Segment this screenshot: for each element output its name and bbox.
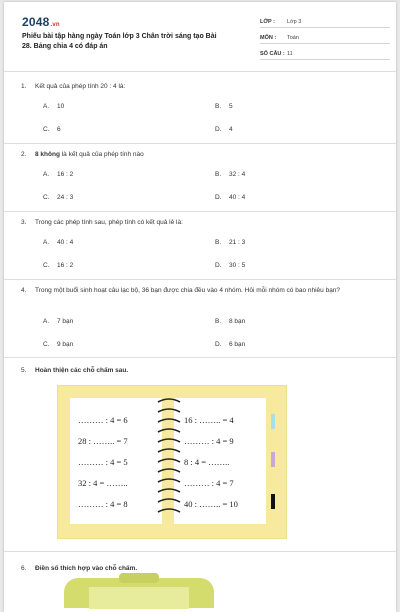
option-value: 16 : 2 (57, 171, 74, 178)
option-letter: B. (215, 318, 222, 325)
divider (4, 551, 396, 552)
question-5 (21, 366, 383, 376)
divider (4, 143, 396, 144)
option-value: 6 (57, 126, 61, 133)
exercise-item[interactable]: 40 : …….. = 10 (184, 499, 238, 509)
notebook-illustration (57, 385, 287, 539)
option-a[interactable] (43, 239, 73, 246)
question-text: Kết quả của phép tính 20 : 4 là: (35, 83, 126, 90)
meta-label: LỚP : (260, 18, 275, 25)
logo-suffix: .vn (50, 22, 60, 28)
option-letter: C. (43, 194, 50, 201)
option-letter: C. (43, 341, 50, 348)
spiral-binding-icon (154, 394, 184, 526)
divider (4, 279, 396, 280)
option-letter: D. (215, 341, 222, 348)
exercise-item[interactable]: ……… : 4 = 9 (184, 436, 234, 446)
question-number: 2. (21, 151, 27, 158)
option-value: 24 : 3 (57, 194, 74, 201)
meta-value: Lớp 3 (287, 18, 302, 25)
option-letter: A. (43, 239, 50, 246)
option-value: 6 bạn (229, 341, 246, 348)
question-1 (21, 82, 383, 140)
clipboard-clip (119, 573, 159, 583)
option-value: 4 (229, 126, 233, 133)
site-logo[interactable] (22, 15, 60, 29)
exercise-item[interactable]: 32 : 4 = …….. (78, 478, 128, 488)
option-letter: A. (43, 171, 50, 178)
option-value: 8 bạn (229, 318, 246, 325)
logo-text: 2048 (22, 15, 50, 29)
option-value: 16 : 2 (57, 262, 74, 269)
option-value: 32 : 4 (229, 171, 246, 178)
question-text (35, 150, 383, 160)
option-b[interactable] (215, 239, 245, 246)
option-b[interactable] (215, 103, 233, 110)
bookmark-tab-black (271, 494, 275, 509)
option-d[interactable] (215, 341, 245, 348)
divider (4, 357, 396, 358)
option-c[interactable] (43, 262, 73, 269)
option-b[interactable] (215, 318, 245, 325)
option-value: 30 : 5 (229, 262, 246, 269)
option-d[interactable] (215, 126, 233, 133)
worksheet-page (4, 2, 396, 612)
question-2 (21, 150, 383, 208)
notebook-right-page (174, 398, 266, 524)
option-value: 5 (229, 103, 233, 110)
option-letter: C. (43, 126, 50, 133)
meta-label: SỐ CÂU : (260, 50, 285, 57)
option-value: 21 : 3 (229, 239, 246, 246)
option-d[interactable] (215, 194, 245, 201)
question-number: 4. (21, 287, 27, 294)
exercise-item[interactable]: ……… : 4 = 7 (184, 478, 234, 488)
question-number: 1. (21, 83, 27, 90)
option-c[interactable] (43, 194, 73, 201)
meta-row-count (260, 48, 390, 60)
meta-table (260, 16, 390, 64)
option-value: 9 bạn (57, 341, 74, 348)
meta-row-subject (260, 32, 390, 44)
option-a[interactable] (43, 103, 64, 110)
exercise-item[interactable]: 16 : …….. = 4 (184, 415, 234, 425)
option-value: 40 : 4 (57, 239, 74, 246)
option-letter: A. (43, 103, 50, 110)
divider (4, 211, 396, 212)
option-d[interactable] (215, 262, 245, 269)
question-text: Trong một buổi sinh hoạt câu lạc bộ, 36 bạn được chia đều vào 4 nhóm. Hỏi mỗi nhóm có bao nhiêu bạn? (35, 287, 341, 294)
question-number: 3. (21, 219, 27, 226)
option-value: 40 : 4 (229, 194, 246, 201)
question-text: Trong các phép tính sau, phép tính có kết quả lẻ là: (35, 219, 183, 226)
option-b[interactable] (215, 171, 245, 178)
option-c[interactable] (43, 341, 73, 348)
option-letter: D. (215, 262, 222, 269)
worksheet-title: Phiếu bài tập hàng ngày Toán lớp 3 Chân trời sáng tạo Bài 28. Bảng chia 4 có đáp án (22, 33, 217, 50)
meta-label: MÔN : (260, 34, 277, 41)
clipboard-paper (89, 587, 189, 609)
divider (4, 71, 396, 72)
meta-value: Toán (287, 34, 299, 41)
exercise-item[interactable]: ……… : 4 = 6 (78, 415, 128, 425)
meta-value: 11 (287, 50, 293, 57)
question-6 (21, 564, 383, 574)
clipboard-illustration (64, 578, 214, 608)
question-emphasis: 8 không (35, 151, 60, 158)
option-letter: C. (43, 262, 50, 269)
notebook-left-page (70, 398, 162, 524)
question-text: Hoàn thiện các chỗ chấm sau. (35, 367, 129, 374)
option-letter: A. (43, 318, 50, 325)
question-text: Điền số thích hợp vào chỗ chấm. (35, 565, 138, 572)
exercise-item[interactable]: 28 : …….. = 7 (78, 436, 128, 446)
option-a[interactable] (43, 318, 73, 325)
option-value: 10 (57, 103, 65, 110)
question-number: 5. (21, 367, 27, 374)
option-a[interactable] (43, 171, 73, 178)
option-letter: B. (215, 103, 222, 110)
option-value: 7 bạn (57, 318, 74, 325)
exercise-item[interactable]: ……… : 4 = 5 (78, 457, 128, 467)
option-letter: D. (215, 194, 222, 201)
question-text-rest: là kết quả của phép tính nào (59, 151, 144, 158)
option-letter: B. (215, 239, 222, 246)
question-4 (21, 286, 383, 348)
bookmark-tab-blue (271, 414, 275, 429)
bookmark-tab-purple (271, 452, 275, 467)
meta-row-class (260, 16, 390, 28)
exercise-item[interactable]: 8 : 4 = …….. (184, 457, 230, 467)
question-number: 6. (21, 565, 27, 572)
option-letter: D. (215, 126, 222, 133)
exercise-item[interactable]: ……… : 4 = 8 (78, 499, 128, 509)
option-c[interactable] (43, 126, 61, 133)
option-letter: B. (215, 171, 222, 178)
question-3 (21, 218, 383, 276)
